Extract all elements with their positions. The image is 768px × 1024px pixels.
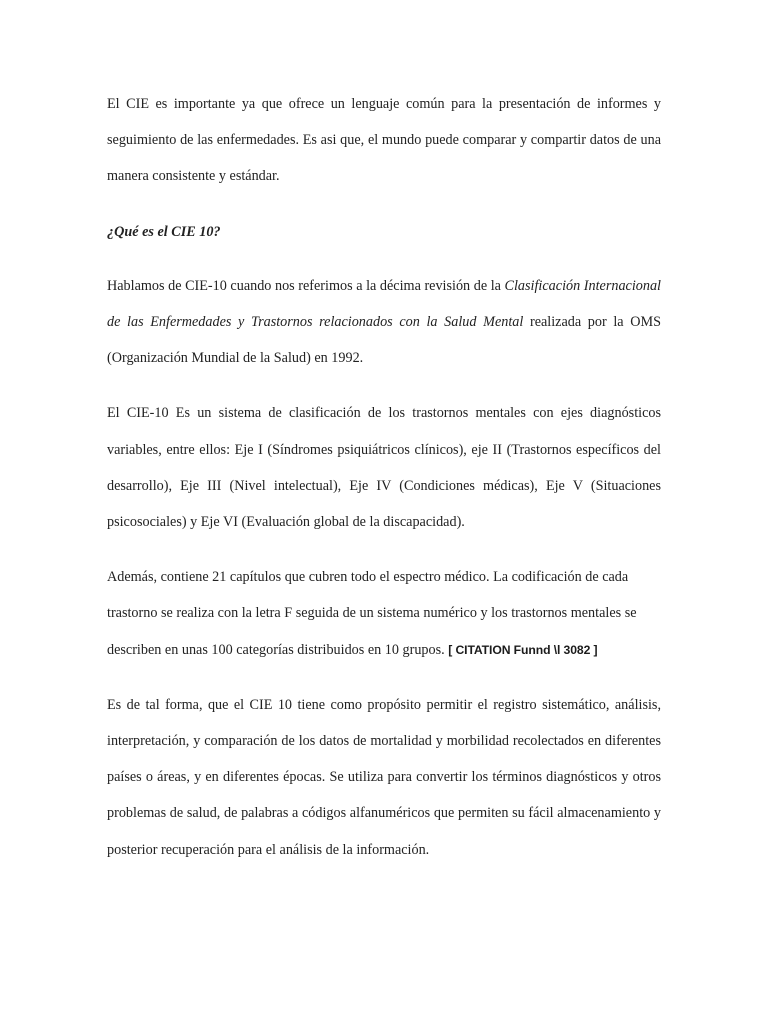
paragraph-chapters (107, 559, 661, 668)
paragraph-purpose: Es de tal forma, que el CIE 10 tiene como propósito permitir el registro sistemático, análisis, interpretación, y comparación de los datos de mortalidad y morbilidad recolectados en diferentes países o áreas, y en diferentes épocas. Se utiliza para convertir los términos diagnósticos y otros problemas de salud, de palabras a códigos alfanuméricos que permiten su fácil almacenamiento y posterior recuperación para el análisis de la información. (107, 696, 661, 858)
citation-field: [ CITATION Funnd \l 3082 ] (448, 642, 598, 657)
paragraph-intro: El CIE es importante ya que ofrece un lenguaje común para la presentación de informes y seguimiento de las enfermedades. Es asi que, el mundo puede comparar y compartir datos de una manera consistente y estándar. (107, 96, 661, 185)
paragraph-definition-italic: Clasificación Internacional de las Enfermedades y Trastornos relacionados con la Salud Mental (107, 277, 662, 331)
paragraph-definition (107, 268, 661, 377)
paragraph-chapters-text: Además, contiene 21 capítulos que cubren todo el espectro médico. La codificación de cada trastorno se realiza con la letra F seguida de un sistema numérico y los trastornos mentales se describen en unas 100 categorías distribuidos en 10 grupos. (107, 569, 637, 658)
paragraph-axes: El CIE-10 Es un sistema de clasificación de los trastornos mentales con ejes diagnósticos variables, entre ellos: Eje I (Síndromes psiquiátricos clínicos), eje II (Trastornos específicos del desarrollo), Eje III (Nivel intelectual), Eje IV (Condiciones médicas), Eje V (Situaciones psicosociales) y Eje VI (Evaluación global de la discapacidad). (107, 405, 661, 531)
document-body (107, 86, 661, 887)
paragraph-definition-text-start: Hablamos de CIE-10 cuando nos referimos a la décima revisión de la (107, 277, 505, 294)
section-heading: ¿Qué es el CIE 10? (107, 223, 221, 240)
paragraph-definition-text-end: realizada por la OMS (Organización Mundial de la Salud) en 1992. (107, 314, 662, 367)
